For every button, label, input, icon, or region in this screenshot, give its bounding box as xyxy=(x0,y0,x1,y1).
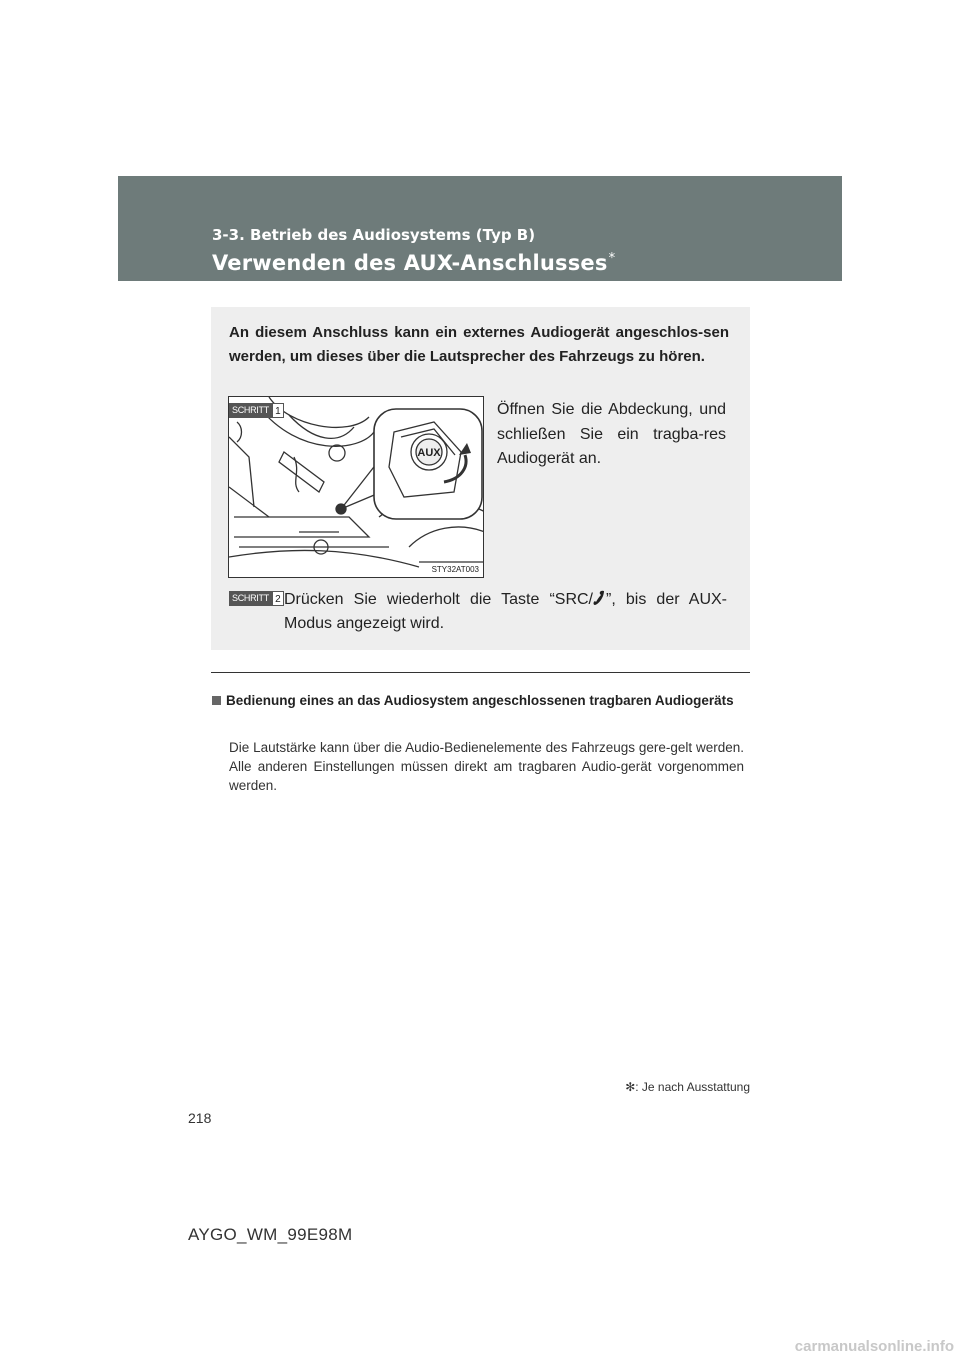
note-body: Die Lautstärke kann über die Audio-Bedienelemente des Fahrzeugs gere-gelt werden. Alle anderen Einstellungen müssen direkt am tragbaren Audio-gerät vorgenommen werden. xyxy=(229,740,744,793)
step-badge-word: SCHRITT xyxy=(229,591,272,606)
step-2-text-after: ”, bis der AUX-Modus angezeigt wird. xyxy=(284,591,727,632)
phone-handset-icon xyxy=(593,590,606,606)
step-2-badge xyxy=(229,591,284,606)
footnote-marker: ✻ xyxy=(625,1080,636,1094)
section-label: 3-3. Betrieb des Audiosystems (Typ B) xyxy=(212,226,536,244)
step-2-text-before: Drücken Sie wiederholt die Taste “SRC/ xyxy=(284,591,593,608)
note-title-text: Bedienung eines an das Audiosystem angeschlossenen tragbaren Audiogeräts xyxy=(226,693,734,708)
step-2-text xyxy=(284,588,727,636)
page-number: 218 xyxy=(188,1110,212,1126)
step-badge-number: 2 xyxy=(272,591,284,606)
note-title xyxy=(212,691,744,710)
aux-label: AUX xyxy=(417,447,441,459)
step-1-text: Öffnen Sie die Abdeckung, und schließen Sie ein tragba-res Audiogerät an. xyxy=(497,401,726,467)
page-title xyxy=(212,251,615,275)
dashboard-drawing xyxy=(229,397,484,578)
aux-port-illustration xyxy=(228,396,484,578)
footnote-text: : Je nach Ausstattung xyxy=(635,1080,750,1094)
bullet-square-icon xyxy=(212,696,221,705)
intro-text: An diesem Anschluss kann ein externes Audiogerät angeschlos-sen werden, um dieses über die Lautsprecher des Fahrzeugs zu hören. xyxy=(229,324,729,365)
step-badge-word: SCHRITT xyxy=(229,403,272,418)
footnote xyxy=(625,1080,750,1094)
step-1-badge xyxy=(229,403,284,418)
document-code: AYGO_WM_99E98M xyxy=(188,1225,353,1244)
title-footnote-marker: * xyxy=(608,251,616,266)
page-title-text: Verwenden des AUX-Anschlusses xyxy=(212,251,608,275)
watermark: carmanualsonline.info xyxy=(794,1338,954,1355)
section-divider xyxy=(211,672,750,673)
figure-code: STY32AT003 xyxy=(431,565,479,574)
step-badge-number: 1 xyxy=(272,403,284,418)
